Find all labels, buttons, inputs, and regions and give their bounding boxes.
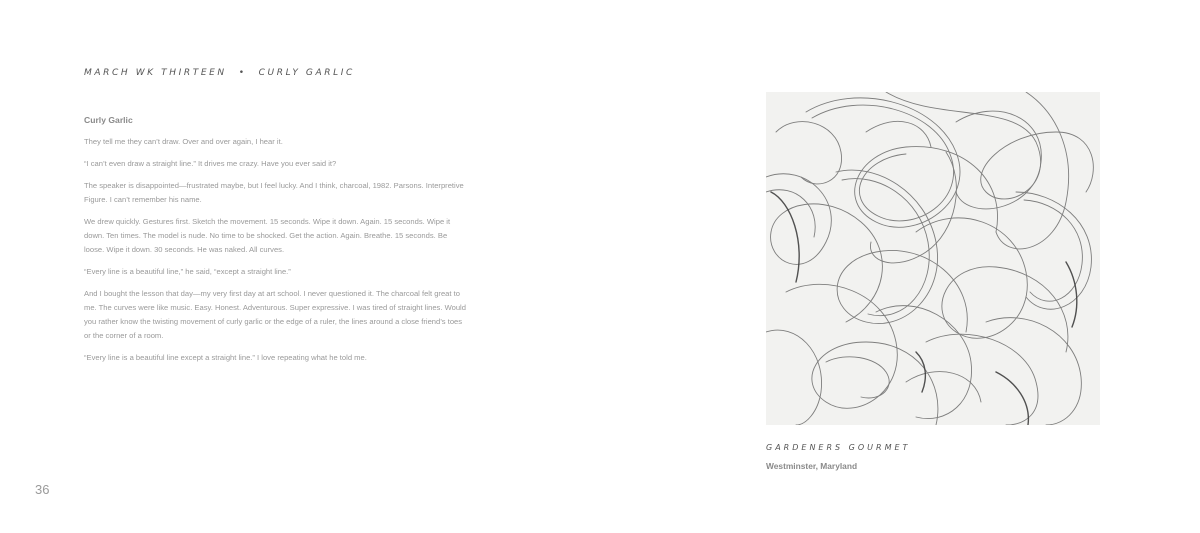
- artwork-location: Westminster, Maryland: [766, 461, 858, 471]
- paragraph: “Every line is a beautiful line,” he said, “except a straight line.”: [84, 267, 291, 276]
- article: [84, 115, 469, 373]
- header-separator: •: [238, 68, 247, 78]
- article-title: Curly Garlic: [84, 115, 133, 125]
- paragraph: They tell me they can’t draw. Over and over again, I hear it.: [84, 137, 283, 146]
- paragraph: “Every line is a beautiful line except a straight line.” I love repeating what he told me.: [84, 353, 367, 362]
- header-week: MARCH WK THIRTEEN: [84, 68, 227, 78]
- page-number: 36: [35, 482, 50, 497]
- chapter-header: [84, 68, 355, 78]
- paragraph: We drew quickly. Gestures first. Sketch the movement. 15 seconds. Wipe it down. Again. 15 seconds. Wipe it down. Ten times. The model is nude. No time to be shocked. Get the action. Again. Breathe. 15 seconds. Be loose. Wipe it down. 30 seconds. He was naked. All curves.: [84, 217, 451, 254]
- artwork-title: GARDENERS GOURMET: [766, 443, 911, 452]
- header-topic: CURLY GARLIC: [258, 68, 355, 78]
- paragraph: And I bought the lesson that day—my very first day at art school. I never questioned it. The charcoal felt great to me. The curves were like music. Easy. Honest. Adventurous. Super expressive. I was tired of straight lines. Would you rather know the twisting movement of curly garlic or the edge of a ruler, the lines around a close friend’s toes or the corner of a room.: [84, 289, 466, 340]
- paragraph: “I can’t even draw a straight line.” It drives me crazy. Have you ever said it?: [84, 159, 337, 168]
- garlic-drawing: [766, 92, 1100, 425]
- paragraph: The speaker is disappointed—frustrated maybe, but I feel lucky. And I think, charcoal, 1982. Parsons. Interpretive Figure. I can’t remember his name.: [84, 181, 464, 204]
